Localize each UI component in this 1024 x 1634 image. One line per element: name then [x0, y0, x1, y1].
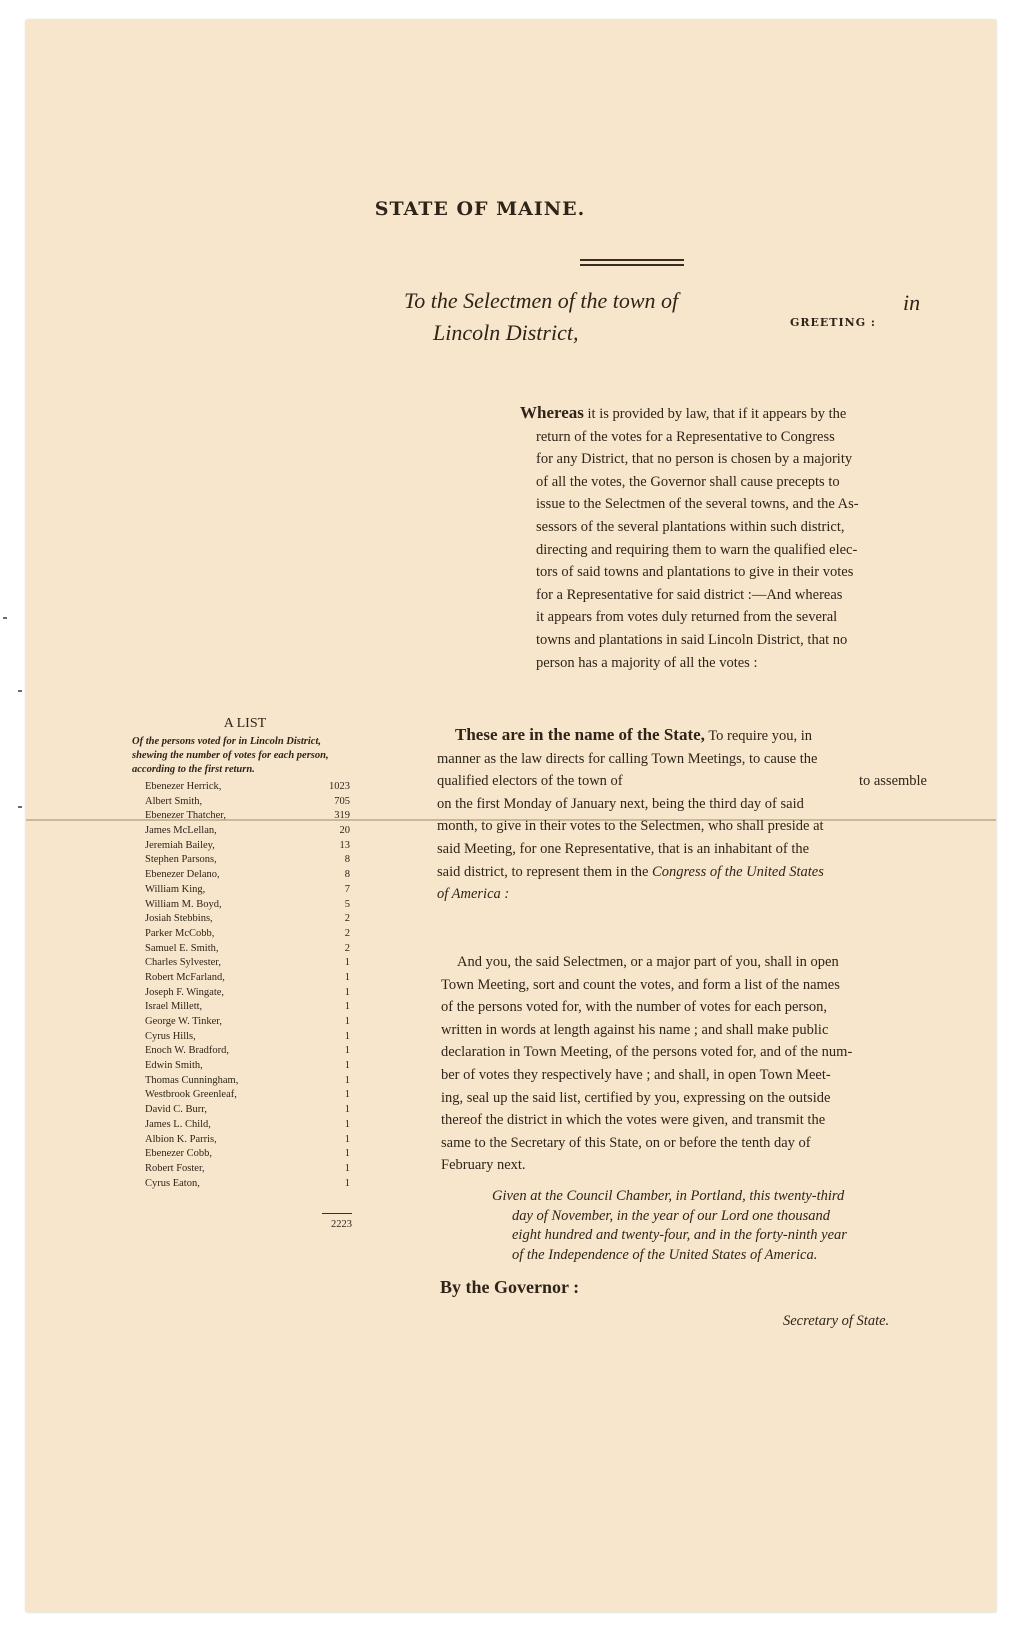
these-lead: These are in the name of the State, — [455, 725, 705, 744]
vote-count: 1 — [344, 1016, 350, 1027]
text-line: to assemble — [858, 773, 927, 790]
margin-mark — [18, 690, 22, 692]
candidate-name: Ebenezer Cobb, — [145, 1148, 213, 1160]
secretary-of-state: Secretary of State. — [783, 1313, 890, 1329]
candidate-name: Samuel E. Smith, — [145, 942, 219, 954]
text-line: qualified electors of the town of — [437, 773, 623, 790]
these-paragraph — [437, 724, 927, 906]
vote-count: 1 — [344, 1177, 350, 1189]
margin-mark — [3, 617, 7, 619]
candidate-name: Jeremiah Bailey, — [145, 839, 215, 851]
vote-row — [145, 824, 350, 839]
text-line: And you, the said Selectmen, or a major part of you, shall in open — [457, 954, 839, 970]
vote-count: 1 — [344, 1030, 350, 1042]
candidate-name: Parker McCobb, — [145, 927, 215, 939]
text-line: for any District, that no person is chosen by a majority — [536, 451, 853, 468]
vote-count: 1 — [344, 1045, 350, 1057]
address-line: To the Selectmen of the town of — [404, 288, 679, 313]
vote-row — [145, 853, 350, 868]
candidate-name: William M. Boyd, — [145, 898, 222, 910]
vote-count: 1 — [344, 1089, 350, 1101]
vote-row — [145, 883, 350, 898]
text-line: said Meeting, for one Representative, that is an inhabitant of the — [437, 840, 810, 857]
vote-row — [145, 1030, 350, 1045]
text-line: issue to the Selectmen of the several towns, and the As- — [536, 496, 859, 513]
text-line: person has a majority of all the votes : — [536, 654, 758, 671]
text-line: ber of votes they respectively have ; and shall, in open Town Meet- — [441, 1066, 831, 1083]
vote-list — [145, 780, 350, 1191]
italic-text: Congress of the United States — [652, 863, 824, 880]
vote-row — [145, 1177, 350, 1192]
address-in: in — [903, 290, 921, 315]
vote-row — [145, 1015, 350, 1030]
vote-count: 8 — [344, 854, 350, 866]
vote-row — [145, 898, 350, 913]
vote-count: 1 — [344, 1074, 350, 1086]
text-line: of the persons voted for, with the number of votes for each person, — [441, 999, 827, 1016]
given-at-block — [492, 1187, 932, 1265]
text-line: Town Meeting, sort and count the votes, and form a list of the names — [441, 976, 840, 993]
by-the-governor: By the Governor : — [440, 1277, 580, 1297]
candidate-name: Charles Sylvester, — [145, 957, 221, 969]
text-line: of all the votes, the Governor shall cause precepts to — [536, 473, 840, 490]
candidate-name: Joseph F. Wingate, — [145, 986, 225, 998]
vote-row — [145, 868, 350, 883]
text-line: February next. — [441, 1157, 526, 1174]
candidate-name: William King, — [145, 883, 206, 895]
document-title: STATE OF MAINE. — [374, 198, 586, 220]
vote-count: 1 — [344, 1001, 350, 1013]
vote-count: 1023 — [329, 781, 350, 792]
vote-count: 2 — [344, 927, 350, 939]
candidate-name: Ebenezer Delano, — [145, 869, 220, 881]
vote-row — [145, 1074, 350, 1089]
vote-row — [145, 1118, 350, 1133]
vote-row — [145, 839, 350, 854]
vote-row — [145, 986, 350, 1001]
vote-row — [145, 942, 350, 957]
candidate-name: Ebenezer Thatcher, — [145, 810, 227, 822]
vote-count: 1 — [344, 1148, 350, 1160]
text-line: thereof the district in which the votes were given, and transmit the — [441, 1112, 826, 1129]
text-line: for a Representative for said district :—And whereas — [536, 586, 843, 603]
address-district: Lincoln District, — [433, 320, 579, 345]
vote-row — [145, 956, 350, 971]
vote-row — [145, 809, 350, 824]
total-rule — [322, 1213, 352, 1214]
candidate-name: Edwin Smith, — [145, 1060, 203, 1072]
vote-total: 2223 — [331, 1219, 352, 1230]
text-line: Given at the Council Chamber, in Portland, this twenty-third — [492, 1188, 845, 1204]
vote-row — [145, 927, 350, 942]
margin-mark — [18, 806, 22, 808]
vote-row — [145, 1147, 350, 1162]
candidate-name: Westbrook Greenleaf, — [145, 1089, 237, 1101]
text-line: it is provided by law, that if it appears by the — [587, 406, 847, 422]
candidate-name: Albert Smith, — [145, 795, 203, 807]
text-line: tors of said towns and plantations to give in their votes — [536, 564, 854, 581]
candidate-name: Israel Millett, — [145, 1001, 203, 1013]
vote-count: 1 — [344, 957, 350, 969]
candidate-name: David C. Burr, — [145, 1104, 207, 1116]
candidate-name: Robert McFarland, — [145, 971, 225, 983]
vote-list-heading: A LIST — [223, 716, 267, 731]
vote-count: 1 — [344, 971, 350, 983]
text-line: day of November, in the year of our Lord one thousand — [512, 1207, 831, 1224]
candidate-name: Robert Foster, — [145, 1162, 205, 1174]
vote-row — [145, 912, 350, 927]
candidate-name: Albion K. Parris, — [145, 1133, 217, 1145]
candidate-name: Stephen Parsons, — [145, 854, 217, 866]
vote-row — [145, 971, 350, 986]
vote-row — [145, 1103, 350, 1118]
vote-count: 1 — [344, 986, 350, 998]
vote-count: 1 — [344, 1104, 350, 1116]
candidate-name: Enoch W. Bradford, — [145, 1045, 229, 1057]
vote-count: 1 — [344, 1162, 350, 1174]
candidate-name: Thomas Cunningham, — [145, 1074, 239, 1086]
text-line: towns and plantations in said Lincoln District, that no — [536, 631, 848, 648]
vote-count: 2 — [344, 913, 350, 925]
text-line: ing, seal up the said list, certified by you, expressing on the outside — [441, 1089, 831, 1106]
vote-row — [145, 1059, 350, 1074]
candidate-name: Cyrus Eaton, — [145, 1177, 200, 1189]
vote-count: 1 — [344, 1133, 350, 1145]
vote-count: 1 — [344, 1060, 350, 1072]
text-line: sessors of the several plantations within such district, — [536, 518, 845, 535]
text-line: on the first Monday of January next, being the third day of said — [437, 795, 804, 812]
title-rule-bottom — [580, 264, 684, 266]
text-line: return of the votes for a Representative to Congress — [536, 428, 835, 445]
vote-row — [145, 1162, 350, 1177]
vote-count: 705 — [334, 795, 350, 807]
vote-row — [145, 1000, 350, 1015]
candidate-name: Cyrus Hills, — [145, 1030, 196, 1042]
text-line: To require you, in — [708, 728, 812, 744]
and-you-paragraph — [441, 951, 929, 1177]
vote-count: 319 — [334, 810, 350, 822]
italic-text: of America : — [437, 886, 510, 903]
candidate-name: James McLellan, — [145, 825, 217, 837]
vote-row — [145, 795, 350, 810]
candidate-name: James L. Child, — [145, 1118, 211, 1130]
vote-row — [145, 1088, 350, 1103]
vote-count: 1 — [344, 1118, 350, 1130]
text-line: eight hundred and twenty-four, and in the forty-ninth year — [512, 1227, 847, 1243]
candidate-name: Ebenezer Herrick, — [145, 781, 222, 792]
candidate-name: George W. Tinker, — [145, 1016, 222, 1027]
text-line: said district, to represent them in the — [437, 863, 649, 880]
vote-count: 2 — [344, 942, 350, 954]
vote-count: 7 — [344, 883, 350, 895]
title-rule-top — [580, 259, 684, 261]
vote-count: 8 — [344, 869, 350, 881]
vote-count: 20 — [339, 825, 350, 837]
greeting: GREETING : — [790, 316, 876, 329]
vote-list-subheading: Of the persons voted for in Lincoln District, shewing the number of votes for each person, according to the first return. — [132, 736, 329, 775]
text-line: same to the Secretary of this State, on or before the tenth day of — [441, 1134, 811, 1151]
whereas-lead: Whereas — [520, 403, 584, 422]
whereas-paragraph — [520, 402, 926, 674]
text-line: month, to give in their votes to the Selectmen, who shall preside at — [437, 818, 824, 835]
vote-row — [145, 1044, 350, 1059]
text-line: declaration in Town Meeting, of the persons voted for, and of the num- — [441, 1044, 853, 1061]
text-line: it appears from votes duly returned from the several — [536, 609, 838, 626]
text-line: of the Independence of the United States of America. — [512, 1246, 818, 1263]
candidate-name: Josiah Stebbins, — [145, 913, 213, 925]
text-line: directing and requiring them to warn the qualified elec- — [536, 541, 858, 558]
vote-row — [145, 1133, 350, 1148]
text-line: manner as the law directs for calling Town Meetings, to cause the — [437, 750, 818, 767]
text-line: written in words at length against his name ; and shall make public — [441, 1021, 829, 1038]
vote-count: 13 — [339, 839, 350, 851]
vote-count: 5 — [344, 898, 350, 910]
vote-row — [145, 780, 350, 795]
